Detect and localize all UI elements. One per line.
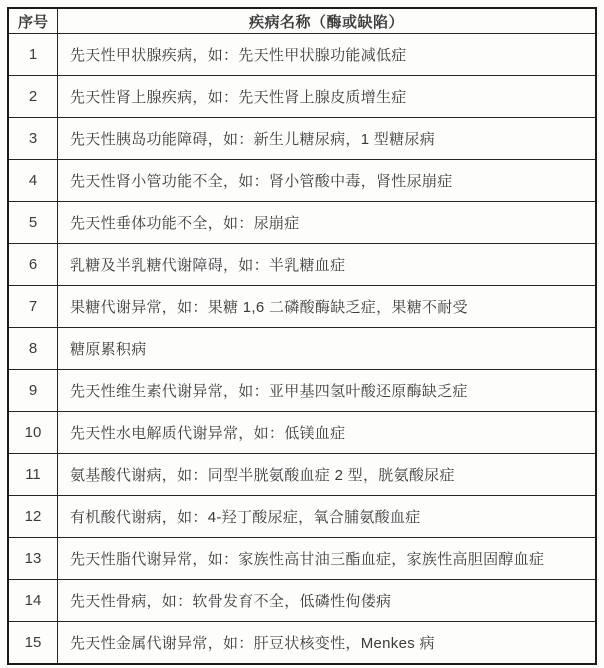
disease-name: 先天性甲状腺疾病，如：先天性甲状腺功能减低症 — [58, 34, 597, 76]
disease-name: 先天性肾小管功能不全，如：肾小管酸中毒，肾性尿崩症 — [58, 160, 597, 202]
column-header-disease-name: 疾病名称（酶或缺陷） — [58, 8, 597, 34]
table-row — [8, 244, 596, 286]
table-row — [8, 118, 596, 160]
row-index: 8 — [8, 328, 58, 370]
row-index: 1 — [8, 34, 58, 76]
table-row — [8, 538, 596, 580]
disease-table — [7, 7, 597, 665]
disease-name: 先天性脂代谢异常，如：家族性高甘油三酯血症，家族性高胆固醇血症 — [58, 538, 597, 580]
table-row — [8, 370, 596, 412]
row-index: 15 — [8, 622, 58, 665]
table-row — [8, 454, 596, 496]
disease-name: 先天性肾上腺疾病，如：先天性肾上腺皮质增生症 — [58, 76, 597, 118]
disease-table-header — [8, 8, 596, 34]
disease-name: 糖原累积病 — [58, 328, 597, 370]
row-index: 9 — [8, 370, 58, 412]
row-index: 4 — [8, 160, 58, 202]
disease-name: 先天性金属代谢异常，如：肝豆状核变性，Menkes 病 — [58, 622, 597, 665]
row-index: 7 — [8, 286, 58, 328]
table-row — [8, 412, 596, 454]
disease-name: 乳糖及半乳糖代谢障碍，如：半乳糖血症 — [58, 244, 597, 286]
table-row — [8, 622, 596, 665]
table-row — [8, 202, 596, 244]
row-index: 12 — [8, 496, 58, 538]
row-index: 13 — [8, 538, 58, 580]
disease-name: 先天性维生素代谢异常，如：亚甲基四氢叶酸还原酶缺乏症 — [58, 370, 597, 412]
table-row — [8, 160, 596, 202]
row-index: 14 — [8, 580, 58, 622]
table-row — [8, 34, 596, 76]
table-row — [8, 328, 596, 370]
disease-name: 先天性垂体功能不全，如：尿崩症 — [58, 202, 597, 244]
disease-name: 有机酸代谢病，如：4-羟丁酸尿症，氧合脯氨酸血症 — [58, 496, 597, 538]
disease-name: 先天性水电解质代谢异常，如：低镁血症 — [58, 412, 597, 454]
row-index: 10 — [8, 412, 58, 454]
disease-name: 先天性胰岛功能障碍，如：新生儿糖尿病，1 型糖尿病 — [58, 118, 597, 160]
column-header-index: 序号 — [8, 8, 58, 34]
disease-name: 果糖代谢异常，如：果糖 1,6 二磷酸酶缺乏症，果糖不耐受 — [58, 286, 597, 328]
table-row — [8, 286, 596, 328]
table-row — [8, 496, 596, 538]
table-row — [8, 76, 596, 118]
row-index: 2 — [8, 76, 58, 118]
row-index: 5 — [8, 202, 58, 244]
table-row — [8, 580, 596, 622]
row-index: 11 — [8, 454, 58, 496]
disease-name: 先天性骨病，如：软骨发育不全，低磷性佝偻病 — [58, 580, 597, 622]
row-index: 3 — [8, 118, 58, 160]
row-index: 6 — [8, 244, 58, 286]
disease-table-body — [8, 34, 596, 665]
disease-name: 氨基酸代谢病，如：同型半胱氨酸血症 2 型，胱氨酸尿症 — [58, 454, 597, 496]
header-row — [8, 8, 596, 34]
